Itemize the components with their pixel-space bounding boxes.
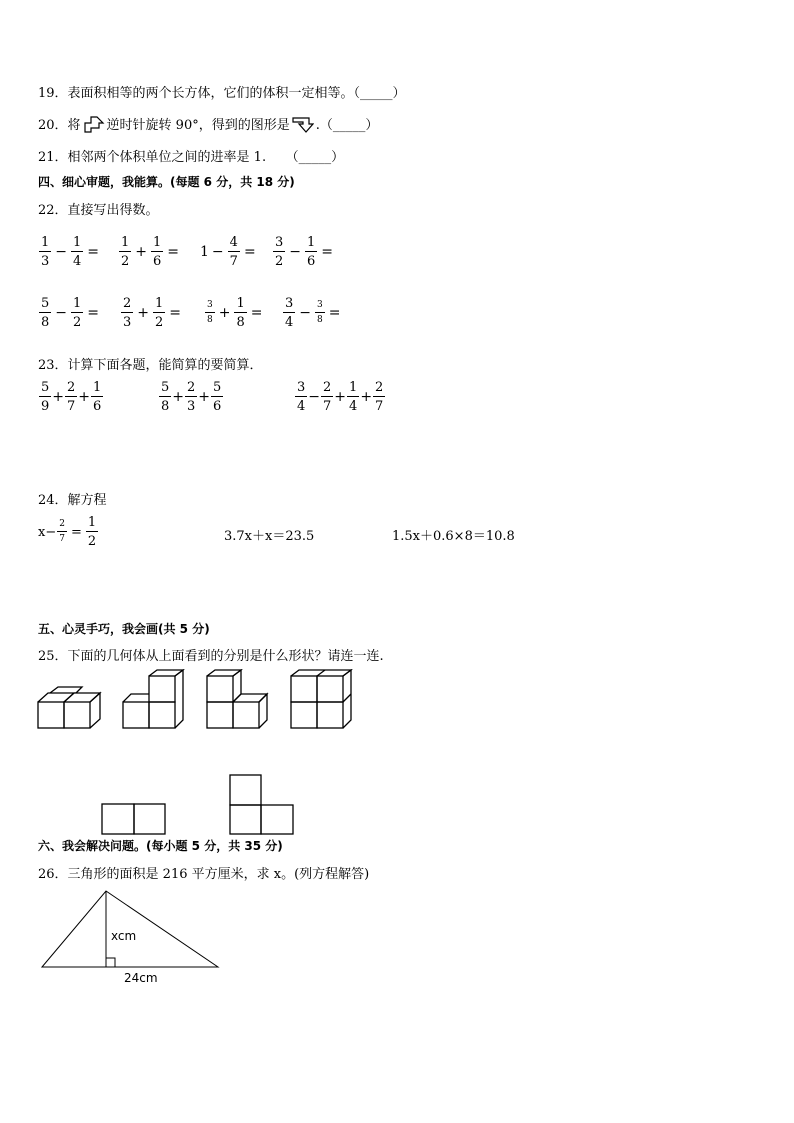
q23-expr-1: $\frac{5}{9}$ + $\frac{2}{7}$ + $\frac{1}{6}$	[41, 380, 102, 414]
top-view-shape-2	[228, 773, 296, 836]
q22-expr-8: $\frac{3}{4}$ − $\frac{3}{8}$ =	[285, 296, 341, 330]
q22-expr-7: $\frac{3}{8}$ + $\frac{1}{8}$ =	[207, 296, 263, 330]
q22-expr-3: 1 − $\frac{4}{7}$ =	[200, 235, 256, 269]
solid-figure-1	[36, 685, 102, 731]
base-label: 24cm	[124, 971, 158, 985]
solid-figure-3	[205, 669, 269, 731]
q22-expr-1: $\frac{1}{3}$ − $\frac{1}{4}$ =	[41, 235, 100, 269]
q24-equation-3: 1.5x＋0.6×8＝10.8	[392, 529, 515, 544]
q22-expr-2: $\frac{1}{2}$ + $\frac{1}{6}$ =	[121, 235, 180, 269]
q23-expr-2: $\frac{5}{8}$ + $\frac{2}{3}$ + $\frac{5}{6}$	[161, 380, 222, 414]
question-24: 24．解方程	[38, 493, 107, 508]
rotated-shape-icon	[292, 115, 314, 133]
section-4-title: 四、细心审题，我能算。(每题 6 分，共 18 分)	[38, 175, 295, 189]
question-23: 23．计算下面各题，能简算的要简算．	[38, 358, 263, 373]
q20-prefix: 20．将	[38, 118, 81, 133]
q23-expr-3: $\frac{3}{4}$ − $\frac{2}{7}$ + $\frac{1}{4}$ + $\frac{2}{7}$	[297, 380, 384, 414]
q24-equation-1: x− $\frac{2}{7}$ = $\frac{1}{2}$	[38, 515, 97, 549]
solid-figure-4	[289, 669, 353, 731]
question-20	[38, 114, 378, 133]
q24-equation-2: 3.7x＋x＝23.5	[224, 529, 315, 544]
question-26: 26．三角形的面积是 216 平方厘米，求 x。(列方程解答)	[38, 867, 370, 882]
q20-suffix: .（_____）	[315, 118, 379, 133]
question-22: 22．直接写出得数。	[38, 203, 159, 218]
q20-middle: 逆时针旋转 90°，得到的图形是	[106, 118, 290, 133]
question-25: 25．下面的几何体从上面看到的分别是什么形状？请连一连.	[38, 649, 384, 664]
question-21: 21．相邻两个体积单位之间的进率是 1. （_____）	[38, 150, 345, 165]
section-5-title: 五、心灵手巧，我会画(共 5 分)	[38, 622, 210, 636]
arrow-shape-icon	[83, 115, 105, 133]
section-6-title: 六、我会解决问题。(每小题 5 分，共 35 分)	[38, 839, 283, 853]
height-label: xcm	[111, 929, 137, 943]
q22-expr-4: $\frac{3}{2}$ − $\frac{1}{6}$ =	[275, 235, 334, 269]
q22-expr-5: $\frac{5}{8}$ − $\frac{1}{2}$ =	[41, 296, 100, 330]
question-19: 19．表面积相等的两个长方体，它们的体积一定相等。（_____）	[38, 86, 406, 101]
q22-expr-6: $\frac{2}{3}$ + $\frac{1}{2}$ =	[123, 296, 182, 330]
solid-figure-2	[121, 669, 185, 731]
top-view-shape-1	[101, 802, 167, 836]
